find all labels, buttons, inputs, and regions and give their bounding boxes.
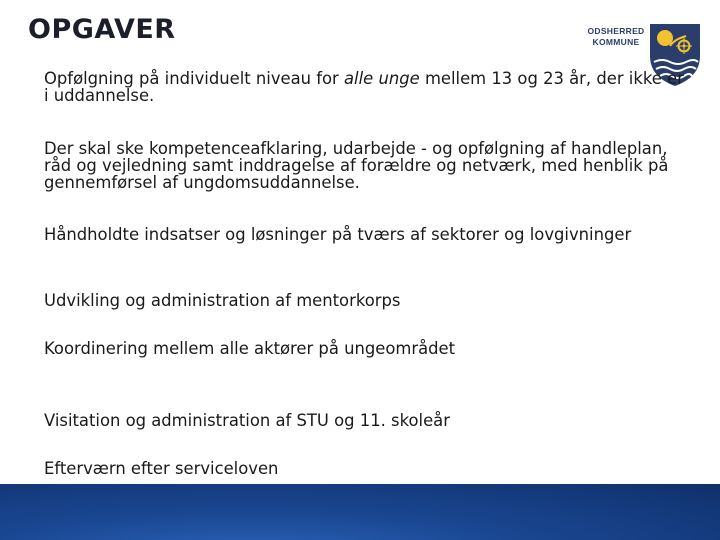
task-item-6: Visitation og administration af STU og 11. skoleår [44, 411, 450, 430]
task-item-7: Efterværn efter serviceloven [44, 459, 279, 478]
logo-name-line1: ODSHERRED [587, 26, 645, 36]
task-item-4: Udvikling og administration af mentorkorps [44, 291, 401, 310]
task-item-2: Der skal ske kompetenceafklaring, udarbejde - og opfølgning af handleplan, råd og vejledning samt inddragelse af forældre og netværk, med henblik på gennemførsel af ungdomsuddannelse. [44, 139, 669, 192]
task-item-1-emphasis: alle unge [344, 69, 420, 88]
task-item-1 [44, 70, 684, 104]
task-item-5: Koordinering mellem alle aktører på ungeområdet [44, 339, 456, 358]
logo-name-line2: KOMMUNE [592, 37, 640, 47]
page-title: OPGAVER [28, 14, 176, 45]
footer-band [0, 484, 720, 540]
task-item-3: Håndholdte indsatser og løsninger på tværs af sektorer og lovgivninger [44, 225, 632, 244]
task-item-1-text: Opfølgning på individuelt niveau for [44, 69, 345, 88]
task-item-1-text-end: mellem 13 og 23 år, der ikke er i uddannelse. [44, 69, 684, 105]
logo-wordmark [584, 26, 648, 48]
